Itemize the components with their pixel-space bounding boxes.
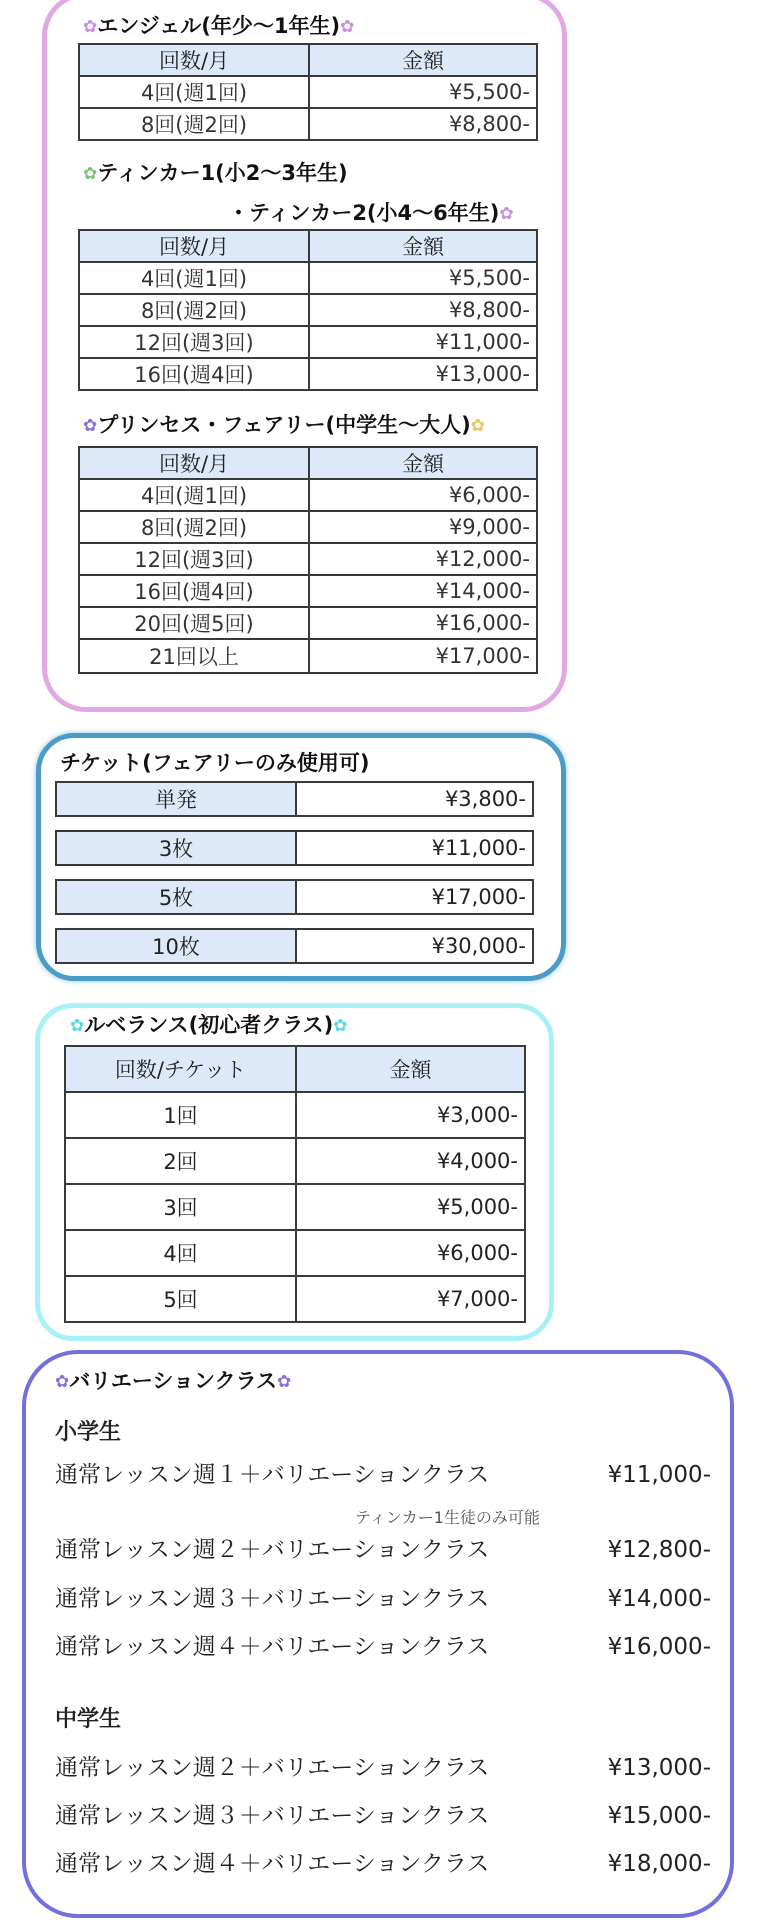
variation-row-price: ¥12,800- (607, 1537, 711, 1563)
table-header-row (79, 44, 537, 76)
tinker-title-line1: ティンカー1(小2～3年生) (97, 161, 348, 185)
table-row (65, 1138, 525, 1184)
count-cell: 20回(週5回) (79, 607, 309, 639)
releve-heading (70, 1012, 347, 1040)
table-row (79, 76, 537, 108)
ticket-count-cell: 5枚 (55, 879, 295, 915)
ticket-title: チケット(フェアリーのみ使用可) (60, 751, 370, 775)
price-cell: ¥30,000- (295, 928, 534, 964)
price-cell: ¥8,800- (309, 108, 537, 140)
header-cell: 金額 (296, 1046, 525, 1092)
price-cell: ¥14,000- (309, 575, 537, 607)
junior-label: 中学生 (55, 1707, 122, 1732)
table-row (79, 575, 537, 607)
price-cell: ¥5,500- (309, 76, 537, 108)
count-cell: 12回(週3回) (79, 326, 309, 358)
price-cell: ¥12,000- (309, 543, 537, 575)
tinker-price-table (78, 229, 538, 391)
ticket-count-cell: 単発 (55, 781, 295, 817)
princess-price-table (78, 446, 538, 674)
variation-row-price: ¥14,000- (607, 1586, 711, 1612)
price-cell: ¥3,800- (295, 781, 534, 817)
variation-row-label: 通常レッスン週１＋バリエーションクラス (55, 1462, 490, 1488)
price-cell: ¥16,000- (309, 607, 537, 639)
table-row (79, 358, 537, 390)
flower-icon: ✿ (55, 1372, 70, 1392)
table-row (79, 607, 537, 639)
count-cell: 12回(週3回) (79, 543, 309, 575)
table-row (79, 511, 537, 543)
price-cell: ¥5,500- (309, 262, 537, 294)
header-cell: 金額 (309, 447, 537, 479)
flower-icon: ✿ (83, 17, 98, 37)
table-header-row (65, 1046, 525, 1092)
table-row (79, 543, 537, 575)
flower-icon: ✿ (83, 164, 98, 184)
price-cell: ¥4,000- (296, 1138, 525, 1184)
princess-title: プリンセス・フェアリー(中学生～大人) (97, 413, 471, 437)
table-row (55, 928, 534, 964)
price-cell: ¥13,000- (309, 358, 537, 390)
variation-row-label: 通常レッスン週４＋バリエーションクラス (55, 1634, 490, 1660)
table-row (55, 879, 534, 915)
table-row (65, 1092, 525, 1138)
angel-heading (83, 13, 354, 41)
count-cell: 16回(週4回) (79, 575, 309, 607)
price-cell: ¥17,000- (295, 879, 534, 915)
price-cell: ¥11,000- (309, 326, 537, 358)
count-cell: 1回 (65, 1092, 296, 1138)
variation-row-label: 通常レッスン週３＋バリエーションクラス (55, 1803, 490, 1829)
header-cell: 回数/月 (79, 230, 309, 262)
header-cell: 金額 (309, 230, 537, 262)
header-cell: 回数/月 (79, 44, 309, 76)
price-cell: ¥8,800- (309, 294, 537, 326)
flower-icon: ✿ (333, 1016, 348, 1036)
ticket-price-table (55, 768, 534, 977)
releve-price-table (64, 1045, 526, 1323)
variation-row (55, 1632, 711, 1662)
count-cell: 21回以上 (79, 639, 309, 673)
table-row (79, 479, 537, 511)
variation-row (55, 1584, 711, 1614)
tinker-title-line2: ・ティンカー2(小4～6年生) (228, 201, 500, 225)
count-cell: 4回(週1回) (79, 262, 309, 294)
variation-row-price: ¥16,000- (607, 1634, 711, 1660)
variation-row (55, 1753, 711, 1783)
variation-row-price: ¥15,000- (607, 1803, 711, 1829)
table-header-row (79, 447, 537, 479)
price-cell: ¥6,000- (309, 479, 537, 511)
flower-icon: ✿ (83, 416, 98, 436)
table-row (65, 1184, 525, 1230)
flower-icon: ✿ (276, 1372, 292, 1392)
header-cell: 金額 (309, 44, 537, 76)
variation-row-label: 通常レッスン週４＋バリエーションクラス (55, 1851, 490, 1877)
price-cell: ¥6,000- (296, 1230, 525, 1276)
table-row (79, 294, 537, 326)
price-cell: ¥7,000- (296, 1276, 525, 1322)
angel-title: エンジェル(年少～1年生) (97, 14, 341, 38)
variation-row-price: ¥11,000- (607, 1462, 711, 1488)
variation-row-label: 通常レッスン週２＋バリエーションクラス (55, 1755, 490, 1781)
table-row (55, 781, 534, 817)
table-row (79, 262, 537, 294)
table-row (79, 108, 537, 140)
table-header-row (79, 230, 537, 262)
variation-row (55, 1849, 711, 1879)
count-cell: 4回 (65, 1230, 296, 1276)
count-cell: 3回 (65, 1184, 296, 1230)
variation-row-label: 通常レッスン週２＋バリエーションクラス (55, 1537, 490, 1563)
variation-row-label: 通常レッスン週３＋バリエーションクラス (55, 1586, 490, 1612)
header-cell: 回数/月 (79, 447, 309, 479)
releve-title: ルベランス(初心者クラス) (84, 1013, 334, 1037)
price-cell: ¥9,000- (309, 511, 537, 543)
count-cell: 8回(週2回) (79, 108, 309, 140)
flower-icon: ✿ (70, 1016, 85, 1036)
tinker-heading-line1 (83, 160, 348, 188)
angel-price-table (78, 43, 538, 141)
variation-row (55, 1801, 711, 1831)
elementary-label: 小学生 (55, 1420, 122, 1445)
count-cell: 8回(週2回) (79, 511, 309, 543)
table-row (65, 1230, 525, 1276)
ticket-count-cell: 10枚 (55, 928, 295, 964)
price-cell: ¥11,000- (295, 830, 534, 866)
flower-icon: ✿ (499, 204, 514, 224)
variation-row-price: ¥18,000- (607, 1851, 711, 1877)
price-cell: ¥3,000- (296, 1092, 525, 1138)
variation-row (55, 1535, 711, 1565)
count-cell: 2回 (65, 1138, 296, 1184)
count-cell: 4回(週1回) (79, 479, 309, 511)
table-row (79, 639, 537, 673)
count-cell: 4回(週1回) (79, 76, 309, 108)
flower-icon: ✿ (470, 416, 485, 436)
flower-icon: ✿ (340, 17, 355, 37)
tinker-heading-line2 (228, 200, 514, 228)
tinker-only-note: ティンカー1生徒のみ可能 (355, 1508, 540, 1527)
table-row (55, 830, 534, 866)
variation-heading (55, 1368, 291, 1396)
price-cell: ¥17,000- (309, 639, 537, 673)
table-row (65, 1276, 525, 1322)
count-cell: 5回 (65, 1276, 296, 1322)
variation-row-price: ¥13,000- (607, 1755, 711, 1781)
table-row (79, 326, 537, 358)
price-cell: ¥5,000- (296, 1184, 525, 1230)
ticket-count-cell: 3枚 (55, 830, 295, 866)
princess-heading (83, 412, 485, 440)
count-cell: 16回(週4回) (79, 358, 309, 390)
variation-title: バリエーションクラス (69, 1369, 277, 1393)
variation-row (55, 1460, 711, 1490)
header-cell: 回数/チケット (65, 1046, 296, 1092)
count-cell: 8回(週2回) (79, 294, 309, 326)
